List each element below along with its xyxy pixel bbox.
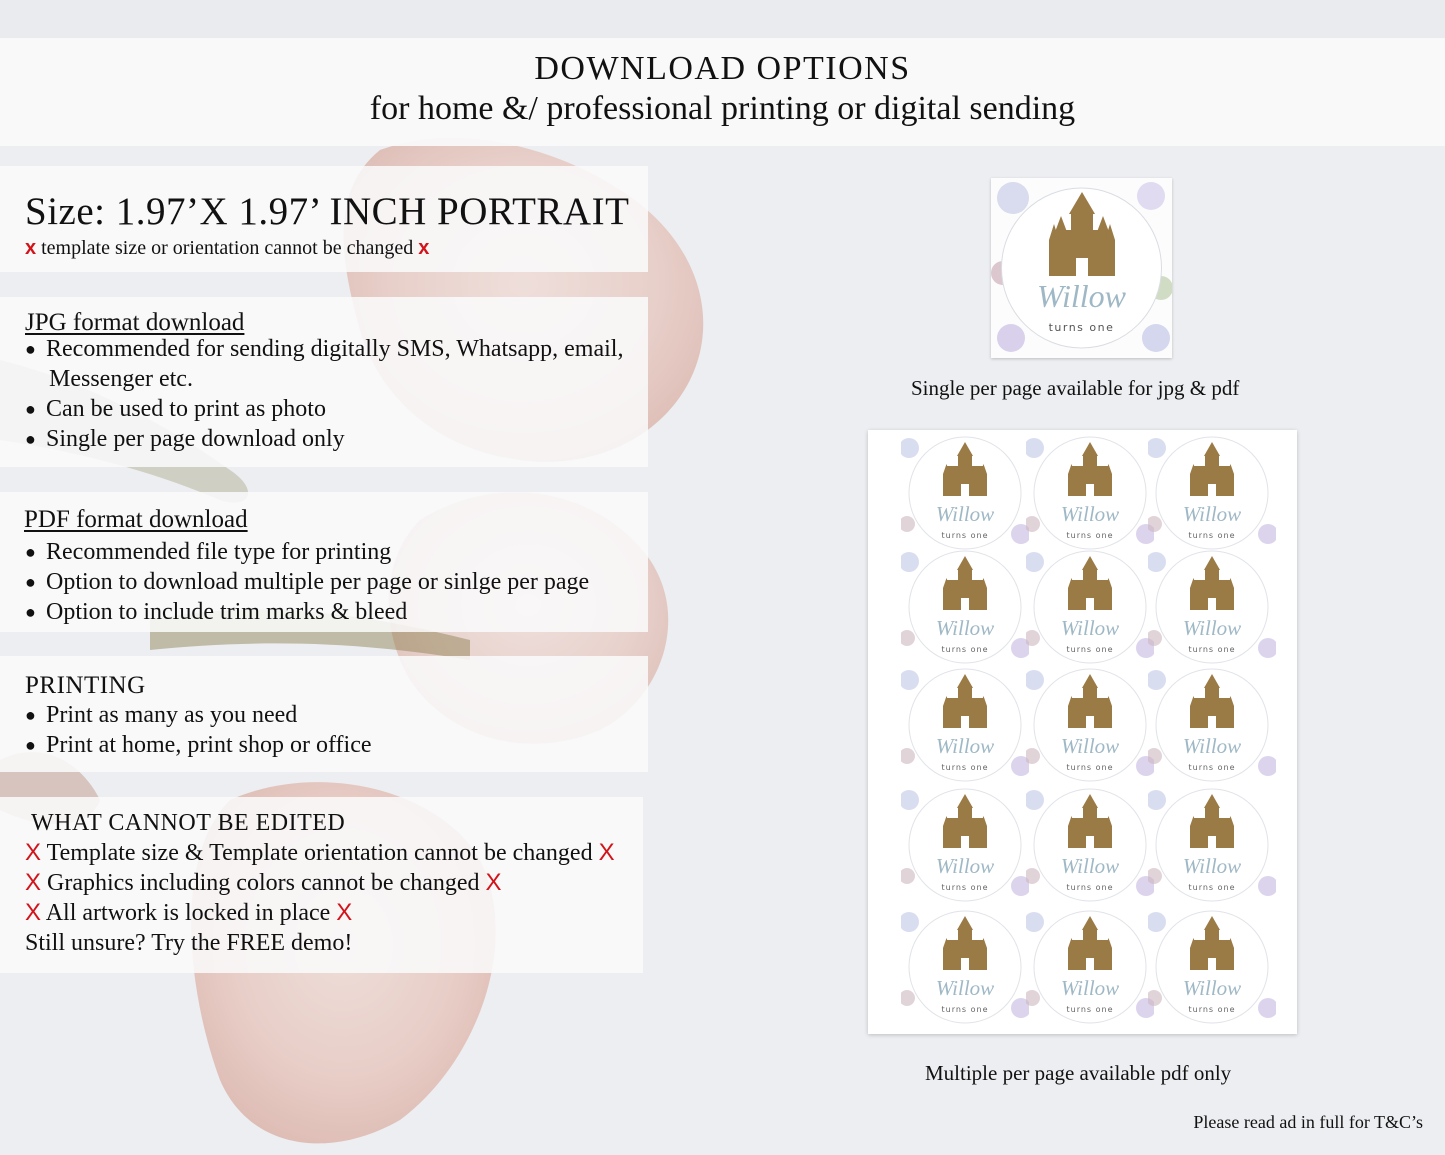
card-name: Willow — [1060, 616, 1120, 640]
bullet-icon: ● — [25, 705, 36, 725]
card-name: Willow — [935, 854, 995, 878]
card-subtitle: turns one — [941, 883, 989, 892]
card-subtitle: turns one — [1066, 645, 1114, 654]
cannot-edit-heading: WHAT CANNOT BE EDITED — [31, 810, 346, 836]
card-subtitle: turns one — [1066, 883, 1114, 892]
top-strip — [0, 0, 1445, 39]
card-name: Willow — [935, 616, 995, 640]
sheet-card-tile — [1148, 666, 1276, 784]
list-item: ● Can be used to print as photo — [25, 396, 326, 422]
list-item: ● Recommended for sending digitally SMS, Whatsapp, email, — [25, 336, 624, 362]
card-subtitle: turns one — [1066, 763, 1114, 772]
card-name: Willow — [935, 976, 995, 1000]
card-name: Willow — [1182, 616, 1242, 640]
card-subtitle: turns one — [941, 645, 989, 654]
page-subtitle: for home &/ professional printing or digital sending — [369, 90, 1076, 127]
sheet-card-tile — [901, 434, 1029, 552]
card-subtitle: turns one — [1188, 883, 1236, 892]
page-title: DOWNLOAD OPTIONS — [534, 50, 911, 87]
bullet-icon: ● — [25, 429, 36, 449]
sheet-card-tile — [901, 908, 1029, 1026]
sheet-card-tile — [1148, 908, 1276, 1026]
list-item: X Template size & Template orientation cannot be changed X — [25, 839, 615, 866]
printing-panel — [0, 656, 648, 772]
card-subtitle: turns one — [1188, 1005, 1236, 1014]
sheet-card-tile — [901, 666, 1029, 784]
multiple-caption: Multiple per page available pdf only — [925, 1061, 1232, 1085]
card-subtitle: turns one — [941, 1005, 989, 1014]
card-subtitle: turns one — [1188, 531, 1236, 540]
card-subtitle: turns one — [1188, 763, 1236, 772]
list-item: ● Recommended file type for printing — [25, 539, 392, 565]
list-item: Messenger etc. — [49, 366, 193, 392]
x-mark-icon: x — [418, 237, 430, 259]
pdf-heading: PDF format download — [24, 506, 248, 533]
multiple-per-page-sheet — [868, 430, 1297, 1034]
card-subtitle: turns one — [941, 763, 989, 772]
list-item: ● Print at home, print shop or office — [25, 732, 372, 758]
x-mark-icon: X — [25, 869, 42, 896]
card-subtitle: turns one — [941, 531, 989, 540]
list-item: X Graphics including colors cannot be changed X — [25, 869, 502, 896]
card-name: Willow — [1060, 502, 1120, 526]
jpg-heading: JPG format download — [25, 309, 245, 336]
size-title: Size: 1.97’X 1.97’ INCH PORTRAIT — [25, 190, 630, 233]
card-name: Willow — [1182, 502, 1242, 526]
x-mark-icon: X — [598, 839, 615, 866]
x-mark-icon: x — [25, 237, 37, 259]
sheet-card-tile — [901, 786, 1029, 904]
single-card-preview — [991, 178, 1172, 358]
size-panel — [0, 166, 648, 272]
printing-heading: PRINTING — [25, 672, 146, 699]
footer-note: Please read ad in full for T&C’s — [1193, 1112, 1423, 1132]
card-name: Willow — [935, 502, 995, 526]
cannot-edit-panel — [0, 797, 643, 973]
sheet-card-tile — [1148, 434, 1276, 552]
sheet-card-tile — [1026, 434, 1154, 552]
bullet-icon: ● — [25, 339, 36, 359]
card-name: Willow — [1182, 854, 1242, 878]
x-mark-icon: X — [25, 839, 42, 866]
card-name: Willow — [1060, 976, 1120, 1000]
bullet-icon: ● — [25, 542, 36, 562]
sheet-card-tile — [1148, 548, 1276, 666]
sheet-card-tile — [901, 548, 1029, 666]
card-subtitle: turns one — [1066, 1005, 1114, 1014]
size-note — [25, 235, 429, 261]
sheet-card-tile — [1026, 786, 1154, 904]
card-name: Willow — [935, 734, 995, 758]
card-subtitle: turns one — [1048, 321, 1115, 334]
header-banner — [0, 38, 1445, 146]
sheet-card-tile — [1026, 908, 1154, 1026]
bullet-icon: ● — [25, 399, 36, 419]
card-name: Willow — [1182, 734, 1242, 758]
demo-text: Still unsure? Try the FREE demo! — [25, 930, 353, 956]
list-item: ● Single per page download only — [25, 426, 345, 452]
size-note-text: template size or orientation cannot be changed — [41, 237, 414, 259]
single-caption: Single per page available for jpg & pdf — [911, 376, 1240, 400]
card-subtitle: turns one — [1188, 645, 1236, 654]
bullet-icon: ● — [25, 602, 36, 622]
card-name: Willow — [1182, 976, 1242, 1000]
list-item: X All artwork is locked in place X — [25, 899, 353, 926]
list-item: ● Print as many as you need — [25, 702, 298, 728]
card-subtitle: turns one — [1066, 531, 1114, 540]
bullet-icon: ● — [25, 572, 36, 592]
sheet-card-tile — [1026, 548, 1154, 666]
x-mark-icon: X — [336, 899, 353, 926]
list-item: ● Option to include trim marks & bleed — [25, 599, 408, 625]
x-mark-icon: X — [485, 869, 502, 896]
sheet-card-tile — [1026, 666, 1154, 784]
card-name: Willow — [1060, 734, 1120, 758]
pdf-format-panel — [0, 492, 648, 632]
bullet-icon: ● — [25, 735, 36, 755]
x-mark-icon: X — [25, 899, 42, 926]
card-name: Willow — [1060, 854, 1120, 878]
jpg-format-panel — [0, 297, 648, 467]
card-name: Willow — [1037, 278, 1126, 314]
list-item: ● Option to download multiple per page or sinlge per page — [25, 569, 590, 595]
sheet-card-tile — [1148, 786, 1276, 904]
